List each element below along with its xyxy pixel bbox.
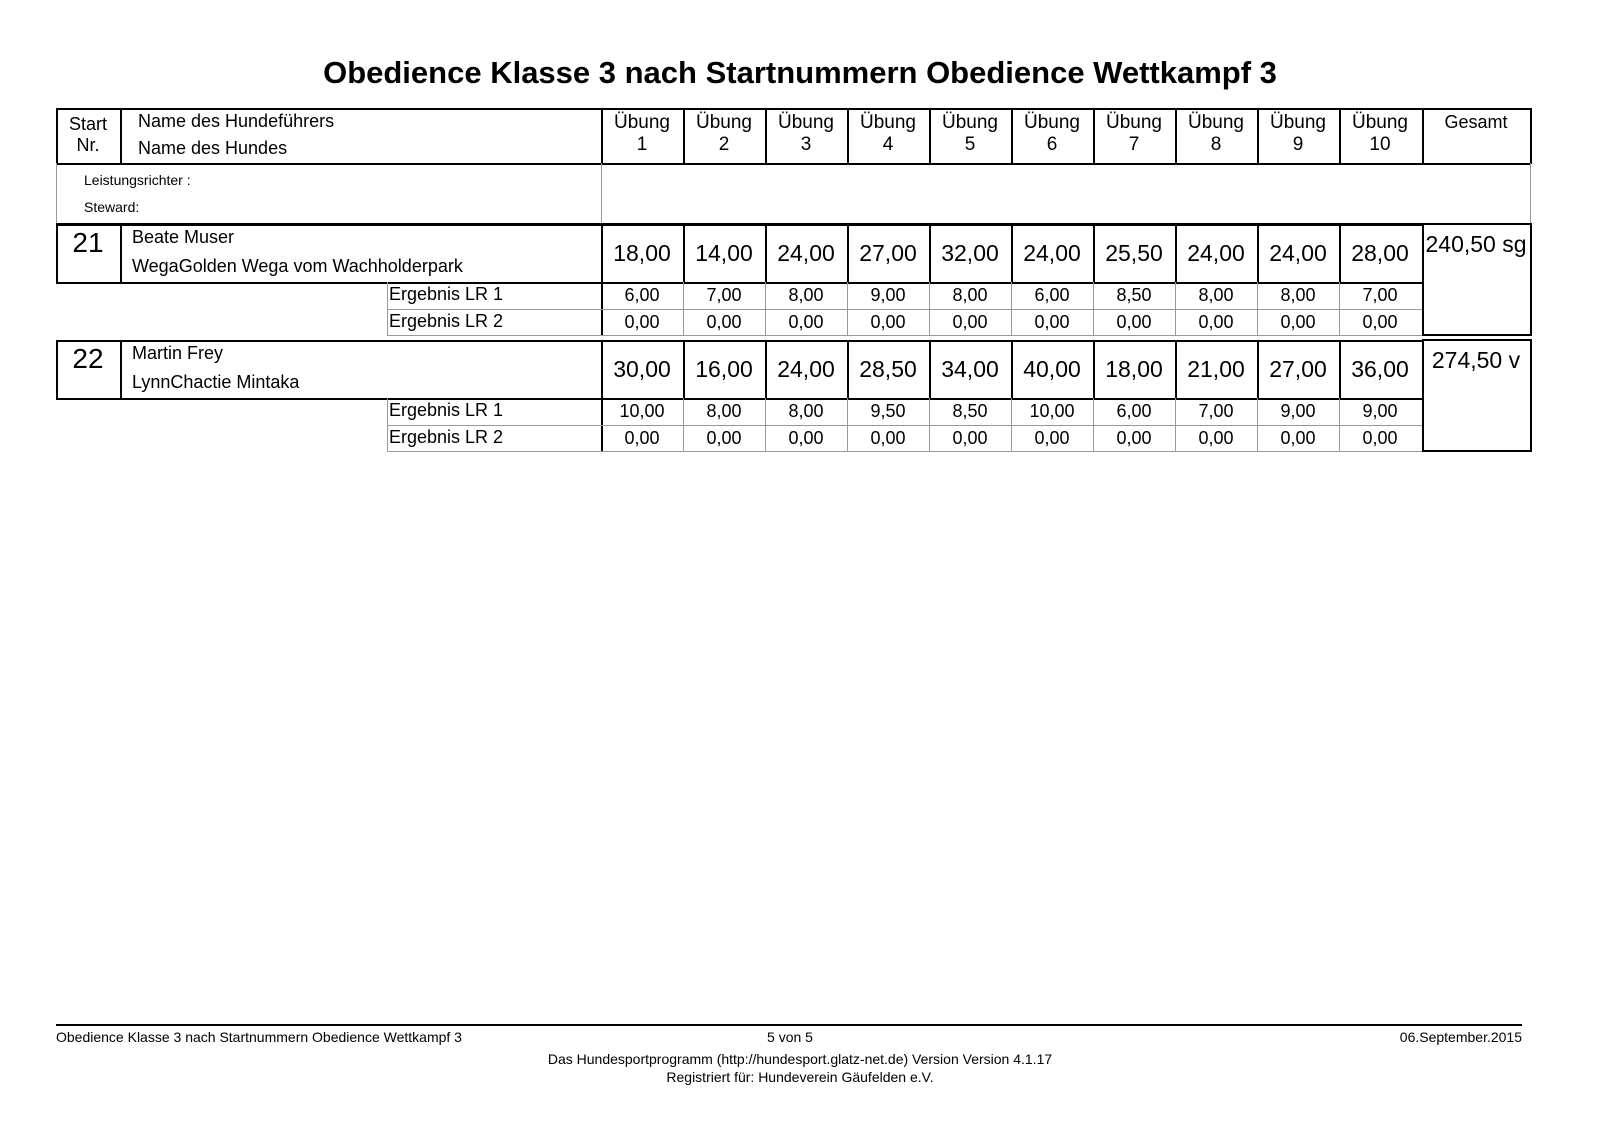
exercise-header-4 — [847, 110, 929, 157]
footer-date: 06.September.2015 — [1399, 1029, 1522, 1045]
entry-21-score-2: 14,00 — [695, 239, 753, 266]
exercise-number: 8 — [1210, 133, 1222, 155]
exercise-label: Übung — [696, 111, 752, 133]
exercise-header-10 — [1339, 110, 1421, 157]
exercise-number: 5 — [964, 133, 976, 155]
footer-left: Obedience Klasse 3 nach Startnummern Obedience Wettkampf 3 — [56, 1029, 462, 1045]
header-bottom-rule — [56, 163, 1530, 165]
page-title: Obedience Klasse 3 nach Startnummern Obedience Wettkampf 3 — [323, 55, 1277, 90]
exercise-label: Übung — [1106, 111, 1162, 133]
entry-22-total-bottom-rule — [1422, 450, 1530, 452]
entry-21-lr2-score-7: 0,00 — [1116, 311, 1152, 332]
entry-22-lr1-score-1: 10,00 — [619, 401, 665, 421]
entry-21-start-number: 21 — [72, 227, 104, 258]
exercise-number: 7 — [1128, 133, 1140, 155]
entry-22-lr1-score-10: 9,00 — [1362, 401, 1398, 421]
entry-22-score-8: 21,00 — [1187, 355, 1245, 382]
entry-21-lr1-score-6: 6,00 — [1034, 285, 1070, 305]
exercise-number: 4 — [882, 133, 894, 155]
total-header: Gesamt — [1444, 111, 1508, 132]
entry-21-lr1-score-4: 9,00 — [870, 285, 906, 305]
entry-22-lr1-score-2: 8,00 — [706, 401, 742, 421]
entry-21-lr2-score-2: 0,00 — [706, 311, 742, 332]
exercise-label: Übung — [942, 111, 998, 133]
entry-22-score-1: 30,00 — [613, 355, 671, 382]
entry-22-start-number: 22 — [72, 343, 104, 374]
entry-22-lr1-score-4: 9,50 — [870, 401, 906, 421]
entry-22-lr1-score-8: 7,00 — [1198, 401, 1234, 421]
entry-21-score-10: 28,00 — [1351, 239, 1409, 266]
entry-21-lr2-score-10: 0,00 — [1362, 311, 1398, 332]
entry-22-lr2-score-9: 0,00 — [1280, 427, 1316, 448]
entry-22-lr2-label: Ergebnis LR 2 — [389, 427, 504, 447]
entry-22-dog-name: LynnChactie Mintaka — [132, 372, 300, 392]
rule — [601, 163, 602, 223]
entry-21-lr2-score-5: 0,00 — [952, 311, 988, 332]
exercise-label: Übung — [614, 111, 670, 133]
entry-21-score-7: 25,50 — [1105, 239, 1163, 266]
entry-21-lr1-score-3: 8,00 — [788, 285, 824, 305]
footer-registration: Registriert für: Hundeverein Gäufelden e.V. — [666, 1069, 934, 1085]
entry-21-handler-name: Beate Muser — [132, 227, 235, 247]
entry-21-lr1-score-10: 7,00 — [1362, 285, 1398, 305]
judge-label: Leistungsrichter : — [84, 172, 191, 188]
entry-22-lr2-score-1: 0,00 — [624, 427, 660, 448]
rule — [120, 224, 122, 283]
exercise-label: Übung — [1270, 111, 1326, 133]
exercise-number: 3 — [800, 133, 812, 155]
entry-22-lr1-score-9: 9,00 — [1280, 401, 1316, 421]
entry-22-lr1-score-7: 6,00 — [1116, 401, 1152, 421]
entry-22-score-7: 18,00 — [1105, 355, 1163, 382]
entry-21-lr1-score-7: 8,50 — [1116, 285, 1152, 305]
rule — [1530, 108, 1532, 164]
exercise-header-2 — [683, 110, 765, 157]
entry-22-handler-name: Martin Frey — [132, 343, 224, 363]
footer-program-info: Das Hundesportprogramm (http://hundesport.glatz-net.de) Version Version 4.1.17 — [547, 1051, 1053, 1067]
dog-name-header: Name des Hundes — [138, 138, 288, 158]
entry-21-dog-name: WegaGolden Wega vom Wachholderpark — [132, 256, 463, 276]
entry-21-score-3: 24,00 — [777, 239, 835, 266]
exercise-label: Übung — [1352, 111, 1408, 133]
rule — [1530, 223, 1532, 336]
footer-page-number: 5 von 5 — [767, 1029, 813, 1045]
exercise-header-3 — [765, 110, 847, 157]
entry-21-lr2-score-9: 0,00 — [1280, 311, 1316, 332]
exercise-number: 2 — [718, 133, 730, 155]
exercise-label: Übung — [860, 111, 916, 133]
entry-21-score-6: 24,00 — [1023, 239, 1081, 266]
entry-21-lr2-label: Ergebnis LR 2 — [389, 311, 504, 331]
rule — [1530, 163, 1531, 223]
rule — [120, 340, 122, 399]
entry-21-lr1-score-5: 8,00 — [952, 285, 988, 305]
footer-rule — [56, 1024, 1522, 1026]
rule — [387, 451, 1422, 452]
exercise-header-5 — [929, 110, 1011, 157]
entry-22-score-9: 27,00 — [1269, 355, 1327, 382]
entry-22-score-6: 40,00 — [1023, 355, 1081, 382]
entry-21-total: 240,50 sg — [1425, 230, 1527, 257]
entry-21-total-top-rule — [1422, 223, 1530, 225]
entry-22-lr2-score-3: 0,00 — [788, 427, 824, 448]
entry-21-lr1-score-8: 8,00 — [1198, 285, 1234, 305]
steward-label: Steward: — [84, 199, 140, 215]
entry-22-lr1-label: Ergebnis LR 1 — [389, 400, 504, 420]
exercise-number: 1 — [636, 133, 648, 155]
rule — [387, 335, 1422, 336]
entry-21-lr2-score-1: 0,00 — [624, 311, 660, 332]
nr-label: Nr. — [76, 134, 100, 155]
entry-21-score-8: 24,00 — [1187, 239, 1245, 266]
entry-21-lr2-score-6: 0,00 — [1034, 311, 1070, 332]
entry-21-score-4: 27,00 — [859, 239, 917, 266]
exercise-label: Übung — [778, 111, 834, 133]
entry-22-lr2-score-2: 0,00 — [706, 427, 742, 448]
entry-22-lr2-score-6: 0,00 — [1034, 427, 1070, 448]
entry-22-lr1-score-3: 8,00 — [788, 401, 824, 421]
exercise-number: 10 — [1369, 133, 1391, 155]
entry-22-lr2-score-5: 0,00 — [952, 427, 988, 448]
exercise-header-6 — [1011, 110, 1093, 157]
rule — [56, 163, 57, 223]
entry-22-score-10: 36,00 — [1351, 355, 1409, 382]
entry-21-total-bottom-rule — [1422, 334, 1530, 336]
exercise-label: Übung — [1188, 111, 1244, 133]
exercise-number: 9 — [1292, 133, 1304, 155]
entry-22-score-4: 28,50 — [859, 355, 917, 382]
entry-21-score-9: 24,00 — [1269, 239, 1327, 266]
entry-22-lr2-score-7: 0,00 — [1116, 427, 1152, 448]
exercise-header-1 — [601, 110, 683, 157]
exercise-header-8 — [1175, 110, 1257, 157]
exercise-header-7 — [1093, 110, 1175, 157]
entry-22-score-5: 34,00 — [941, 355, 999, 382]
entry-22-lr2-score-8: 0,00 — [1198, 427, 1234, 448]
entry-21-lr1-score-2: 7,00 — [706, 285, 742, 305]
entry-21-score-1: 18,00 — [613, 239, 671, 266]
rule — [1530, 339, 1532, 452]
entry-22-score-3: 24,00 — [777, 355, 835, 382]
entry-22-total-top-rule — [1422, 339, 1530, 341]
entry-21-lr1-score-9: 8,00 — [1280, 285, 1316, 305]
entry-21-score-5: 32,00 — [941, 239, 999, 266]
entry-22-total: 274,50 v — [1431, 346, 1521, 373]
exercise-number: 6 — [1046, 133, 1058, 155]
entry-21-lr2-score-8: 0,00 — [1198, 311, 1234, 332]
entry-22-lr1-score-6: 10,00 — [1029, 401, 1075, 421]
exercise-label: Übung — [1024, 111, 1080, 133]
start-label: Start — [68, 113, 107, 134]
entry-21-lr2-score-3: 0,00 — [788, 311, 824, 332]
handler-name-header: Name des Hundeführers — [138, 111, 335, 131]
entry-22-score-2: 16,00 — [695, 355, 753, 382]
exercise-header-9 — [1257, 110, 1339, 157]
entry-22-lr2-score-4: 0,00 — [870, 427, 906, 448]
entry-22-lr2-score-10: 0,00 — [1362, 427, 1398, 448]
entry-22-lr1-score-5: 8,50 — [952, 401, 988, 421]
start-nr-header — [56, 110, 120, 159]
entry-21-lr1-label: Ergebnis LR 1 — [389, 284, 504, 304]
entry-21-lr2-score-4: 0,00 — [870, 311, 906, 332]
entry-21-lr1-score-1: 6,00 — [624, 285, 660, 305]
rule — [120, 108, 122, 164]
